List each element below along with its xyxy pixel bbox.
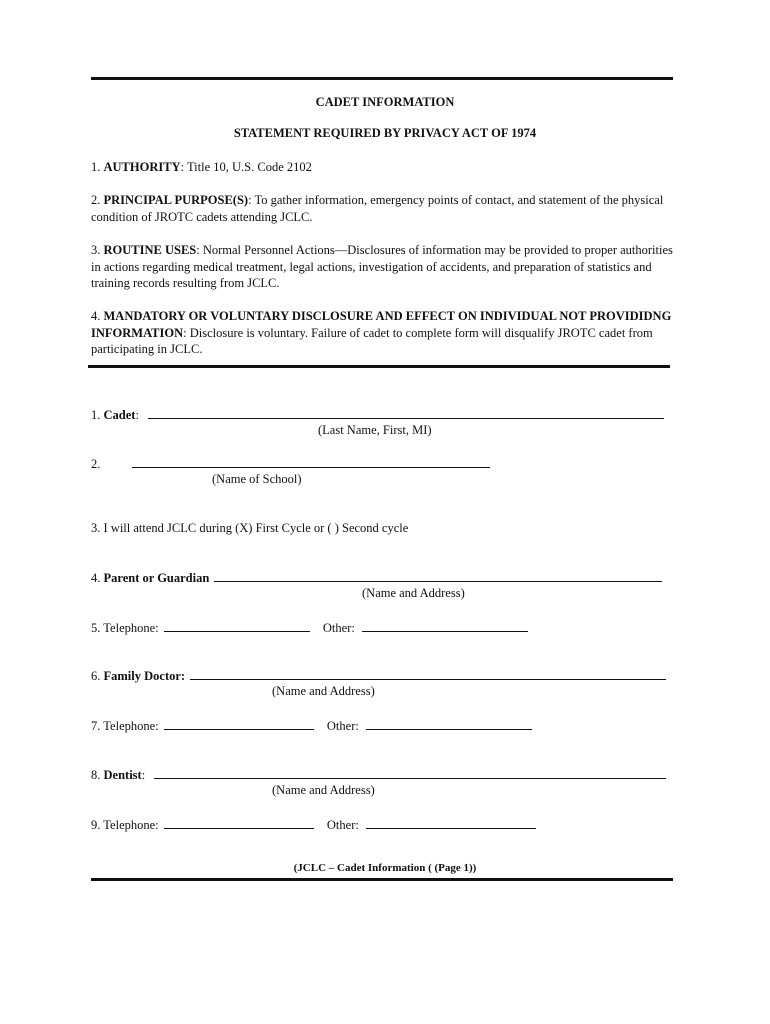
school-field-row: 2. [91, 455, 490, 472]
section-rule [88, 365, 670, 368]
dentist-field-row: 8. Dentist: [91, 766, 666, 783]
doctor-field-row: 6. Family Doctor: [91, 667, 666, 684]
telephone-input-2[interactable] [164, 717, 314, 730]
cadet-field-row: 1. Cadet: [91, 406, 664, 423]
privacy-purpose: 2. PRINCIPAL PURPOSE(S): To gather information, emergency points of contact, and statement of the physical condition of JROTC cadets attending JCLC. [91, 193, 664, 224]
privacy-authority: 1. AUTHORITY: Title 10, U.S. Code 2102 [91, 160, 312, 174]
telephone-row-1: 5. Telephone: Other: [91, 619, 528, 636]
parent-caption: (Name and Address) [362, 586, 465, 600]
dentist-caption: (Name and Address) [272, 783, 375, 797]
other-phone-input-2[interactable] [366, 717, 532, 730]
doctor-caption: (Name and Address) [272, 684, 375, 698]
school-name-input[interactable] [132, 455, 490, 468]
dentist-input[interactable] [154, 766, 666, 779]
page-footer: (JCLC – Cadet Information ( (Page 1)) [293, 862, 477, 874]
other-phone-input-3[interactable] [366, 816, 536, 829]
telephone-input-1[interactable] [164, 619, 310, 632]
cadet-name-caption: (Last Name, First, MI) [318, 423, 432, 437]
cycle-selection[interactable]: 3. I will attend JCLC during (X) First Cycle or ( ) Second cycle [91, 521, 409, 535]
doctor-input[interactable] [190, 667, 666, 680]
cadet-name-input[interactable] [148, 406, 664, 419]
top-rule [91, 77, 673, 80]
bottom-rule [91, 878, 673, 881]
parent-input[interactable] [214, 569, 662, 582]
privacy-disclosure: 4. MANDATORY OR VOLUNTARY DISCLOSURE AND EFFECT ON INDIVIDUAL NOT PROVIDIDNG INFORMATION: Disclosure is voluntary. Failure of cadet to complete form will disqualify JROTC cadet from participating in JCLC. [91, 309, 672, 356]
other-phone-input-1[interactable] [362, 619, 528, 632]
privacy-routine-uses: 3. ROUTINE USES: Normal Personnel Actions—Disclosures of information may be provided to proper authorities in actions regarding medical treatment, legal actions, investigation of accidents, and preparation of statistics and training records resulting from JCLC. [91, 243, 673, 290]
telephone-row-2: 7. Telephone: Other: [91, 717, 532, 734]
telephone-input-3[interactable] [164, 816, 314, 829]
school-name-caption: (Name of School) [212, 472, 302, 486]
parent-field-row: 4. Parent or Guardian [91, 569, 662, 586]
telephone-row-3: 9. Telephone: Other: [91, 816, 536, 833]
page-subtitle: STATEMENT REQUIRED BY PRIVACY ACT OF 1974 [233, 126, 537, 140]
page-title: CADET INFORMATION [315, 95, 455, 109]
